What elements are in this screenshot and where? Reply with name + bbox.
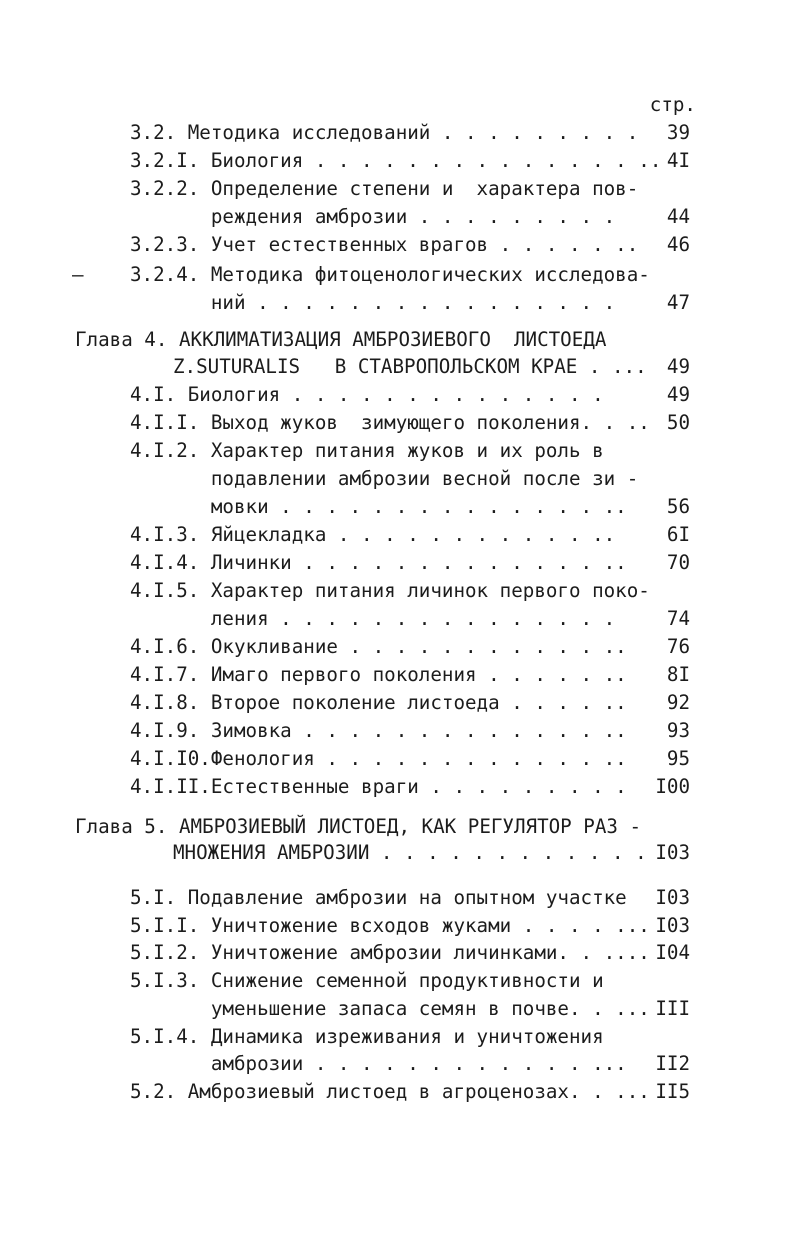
toc-page-number: 76: [666, 635, 690, 658]
toc-page-number: I03: [655, 886, 690, 909]
toc-entry: мовки . . . . . . . . . . . . . . ..: [130, 495, 627, 518]
toc-entry: ления . . . . . . . . . . . . . . .: [130, 607, 616, 630]
toc-entry: 3.2.4. Методика фитоценологических исследова-: [130, 263, 650, 286]
toc-entry: 5.I.I. Уничтожение всходов жуками . . . . ...: [130, 914, 650, 937]
toc-entry: 4.I.7. Имаго первого поколения . . . . . ..: [130, 663, 627, 686]
chapter-heading-cont: МНОЖЕНИЯ АМБРОЗИИ . . . . . . . . . . . .: [173, 841, 647, 864]
page-column-header: стр.: [649, 93, 696, 116]
toc-page-number: I03: [655, 841, 690, 864]
toc-entry: 5.I.2. Уничтожение амброзии личинками. . ....: [130, 941, 650, 964]
toc-page-number: 49: [666, 355, 690, 378]
toc-entry: 4.I.8. Второе поколение листоеда . . . . ..: [130, 691, 627, 714]
toc-entry: ний . . . . . . . . . . . . . . . .: [130, 291, 616, 314]
toc-entry: амброзии . . . . . . . . . . . . ...: [130, 1052, 627, 1075]
toc-entry: 3.2.3. Учет естественных врагов . . . . . ..: [130, 233, 639, 256]
toc-page-number: I00: [655, 775, 690, 798]
toc-entry: 4.I.6. Окукливание . . . . . . . . . . . ..: [130, 635, 627, 658]
toc-page-number: 8I: [666, 663, 690, 686]
toc-entry: 5.I.3. Снижение семенной продуктивности и: [130, 969, 604, 992]
toc-page-number: 39: [666, 121, 690, 144]
toc-entry: уменьшение запаса семян в почве. . ...: [130, 997, 650, 1020]
toc-page-number: II5: [655, 1080, 690, 1103]
toc-page-number: 49: [666, 383, 690, 406]
toc-page-number: 74: [666, 607, 690, 630]
toc-page-number: 50: [666, 411, 690, 434]
toc-page-number: 6I: [666, 523, 690, 546]
toc-entry: 3.2.I. Биология . . . . . . . . . . . . . . ..: [130, 149, 662, 172]
toc-entry: 3.2.2. Определение степени и характера пов-: [130, 177, 639, 200]
toc-page-number: I04: [655, 941, 690, 964]
toc-entry: 4.I.II.Естественные враги . . . . . . . . .: [130, 775, 627, 798]
toc-entry: 5.I. Подавление амброзии на опытном участке: [130, 886, 627, 909]
toc-entry: подавлении амброзии весной после зи -: [130, 467, 639, 490]
toc-page-number: I03: [655, 914, 690, 937]
toc-page-number: 47: [666, 291, 690, 314]
chapter-heading-cont: Z.SUTURALIS В СТАВРОПОЛЬСКОМ КРАЕ . ...: [173, 355, 647, 378]
toc-entry: 4.I.I. Выход жуков зимующего поколения. . ..: [130, 411, 650, 434]
toc-entry: 5.2. Амброзиевый листоед в агроценозах. . ...: [130, 1080, 650, 1103]
toc-page-number: 95: [666, 747, 690, 770]
toc-page-number: 46: [666, 233, 690, 256]
toc-entry: 4.I.4. Личинки . . . . . . . . . . . . . ..: [130, 551, 627, 574]
toc-entry: 5.I.4. Динамика изреживания и уничтожения: [130, 1025, 604, 1048]
toc-page-number: 56: [666, 495, 690, 518]
stray-dash-mark: –: [72, 263, 84, 286]
toc-page-number: 93: [666, 719, 690, 742]
toc-entry: 3.2. Методика исследований . . . . . . . . .: [130, 121, 639, 144]
chapter-heading: Глава 5. АМБРОЗИЕВЫЙ ЛИСТОЕД, КАК РЕГУЛЯТОР РАЗ -: [75, 815, 642, 838]
toc-page-number: 4I: [666, 149, 690, 172]
toc-page-number: II2: [655, 1052, 690, 1075]
toc-page-number: III: [655, 997, 690, 1020]
toc-entry: 4.I.9. Зимовка . . . . . . . . . . . . . ..: [130, 719, 627, 742]
toc-entry: 4.I.2. Характер питания жуков и их роль в: [130, 439, 604, 462]
toc-entry: 4.I.3. Яйцекладка . . . . . . . . . . . ..: [130, 523, 616, 546]
toc-page-number: 92: [666, 691, 690, 714]
toc-page-number: 44: [666, 205, 690, 228]
chapter-heading: Глава 4. АККЛИМАТИЗАЦИЯ АМБРОЗИЕВОГО ЛИСТОЕДА: [75, 328, 607, 351]
toc-page-number: 70: [666, 551, 690, 574]
toc-entry: 4.I. Биология . . . . . . . . . . . . . .: [130, 383, 604, 406]
toc-entry: реждения амброзии . . . . . . . . .: [130, 205, 616, 228]
toc-entry: 4.I.I0.Фенология . . . . . . . . . . . . ..: [130, 747, 627, 770]
toc-entry: 4.I.5. Характер питания личинок первого поко-: [130, 579, 650, 602]
